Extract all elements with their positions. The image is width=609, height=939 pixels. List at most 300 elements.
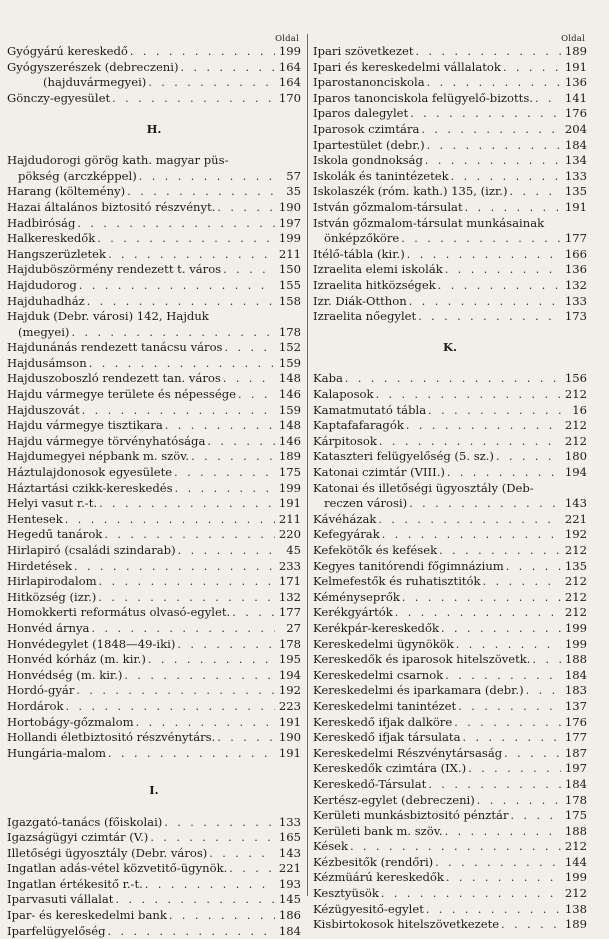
entry-text: Kézbesitők (rendőri) bbox=[313, 854, 434, 869]
entry-page-number: 177 bbox=[564, 730, 587, 745]
index-entry bbox=[313, 122, 587, 138]
index-entry bbox=[7, 247, 301, 263]
index-entry bbox=[313, 309, 587, 325]
entry-page-number: 191 bbox=[564, 59, 587, 74]
spacer bbox=[7, 799, 301, 815]
index-entry bbox=[7, 637, 301, 653]
dot-leader bbox=[99, 574, 275, 590]
entry-text: Hadbiróság bbox=[7, 215, 76, 230]
entry-text: Kereskedelmi Részvénytársaság bbox=[313, 745, 503, 760]
entry-text: Hajdu vármegye tisztikara bbox=[7, 418, 163, 433]
dot-leader bbox=[509, 184, 561, 200]
entry-page-number: 212 bbox=[564, 886, 587, 901]
entry-text: Hentesek bbox=[7, 511, 63, 526]
index-entry bbox=[313, 730, 587, 746]
entry-text: Hajdudorog bbox=[7, 277, 77, 292]
page-column-header: Oldal bbox=[275, 34, 299, 44]
dot-leader bbox=[108, 247, 275, 263]
section-letter-heading: K. bbox=[443, 340, 457, 355]
index-entry bbox=[313, 824, 587, 840]
entry-text: Kelmefestők és ruhatisztitók bbox=[313, 574, 481, 589]
entry-text: Kalaposok bbox=[313, 387, 374, 402]
entry-text: Kisbirtokosok hitelszövetkezete bbox=[313, 917, 500, 932]
dot-leader bbox=[381, 886, 561, 902]
dot-leader bbox=[503, 60, 561, 76]
dot-leader bbox=[164, 815, 275, 831]
entry-text: Ingatlan értékesitő r.-t. bbox=[7, 876, 143, 891]
entry-text: Iparosok czimtára bbox=[313, 121, 420, 136]
index-entry bbox=[7, 683, 301, 699]
entry-page-number: 156 bbox=[564, 371, 587, 386]
index-entry bbox=[7, 91, 301, 107]
entry-page-number: 132 bbox=[278, 589, 301, 604]
index-entry bbox=[313, 138, 587, 154]
entry-text: Hungária-malom bbox=[7, 745, 107, 760]
index-entry bbox=[313, 449, 587, 465]
dot-leader bbox=[178, 543, 275, 559]
index-entry bbox=[313, 91, 587, 107]
dot-leader bbox=[435, 855, 561, 871]
index-entry bbox=[313, 746, 587, 762]
index-entry bbox=[7, 496, 301, 512]
dot-leader bbox=[407, 247, 561, 263]
index-entry bbox=[7, 387, 301, 403]
dot-leader bbox=[104, 527, 275, 543]
dot-leader bbox=[445, 668, 561, 684]
entry-page-number: 148 bbox=[278, 418, 301, 433]
entry-text: Kéményseprők bbox=[313, 589, 400, 604]
entry-page-number: 221 bbox=[564, 511, 587, 526]
entry-page-number: 193 bbox=[278, 876, 301, 891]
dot-leader bbox=[65, 512, 275, 528]
index-entry bbox=[313, 574, 587, 590]
entry-page-number: 176 bbox=[564, 714, 587, 729]
entry-page-number: 135 bbox=[564, 558, 587, 573]
entry-text: Iparos dalegylet bbox=[313, 106, 409, 121]
index-entry bbox=[313, 870, 587, 886]
entry-text: Hitközség (izr.) bbox=[7, 589, 97, 604]
entry-page-number: 178 bbox=[278, 324, 301, 339]
entry-page-number: 199 bbox=[278, 480, 301, 495]
dot-leader bbox=[526, 683, 561, 699]
dot-leader bbox=[207, 434, 275, 450]
dot-leader bbox=[77, 216, 275, 232]
index-entry bbox=[7, 200, 301, 216]
entry-page-number: 171 bbox=[278, 574, 301, 589]
entry-page-number: 189 bbox=[564, 44, 587, 58]
entry-page-number: 141 bbox=[564, 90, 587, 105]
index-entry bbox=[7, 169, 301, 185]
index-entry bbox=[7, 418, 301, 434]
entry-page-number: 146 bbox=[278, 433, 301, 448]
entry-text: Iskolaszék (róm. kath.) 135, (izr.) bbox=[313, 184, 508, 199]
index-entry bbox=[7, 892, 301, 908]
entry-text: Kerékpár-kereskedők bbox=[313, 620, 439, 635]
dot-leader bbox=[376, 387, 561, 403]
entry-text: Hangszerüzletek bbox=[7, 246, 107, 261]
spacer bbox=[313, 356, 587, 372]
entry-text: Kereskedelmi és iparkamara (debr.) bbox=[313, 683, 524, 698]
index-entry bbox=[7, 590, 301, 606]
dot-leader bbox=[395, 605, 561, 621]
index-entry bbox=[313, 902, 587, 918]
index-entry bbox=[313, 808, 587, 824]
index-entry bbox=[7, 481, 301, 497]
dot-leader bbox=[150, 830, 275, 846]
entry-text: Gyógyszerészek (debreczeni) bbox=[7, 59, 179, 74]
entry-text: Halkereskedők bbox=[7, 231, 96, 246]
index-entry bbox=[7, 924, 301, 939]
index-entry bbox=[313, 839, 587, 855]
entry-text: Kézügyesitő-egylet bbox=[313, 901, 424, 916]
dot-leader bbox=[177, 637, 275, 653]
entry-page-number: 197 bbox=[564, 761, 587, 776]
entry-text: Katonai és illetőségi ügyosztály (Deb- bbox=[313, 480, 534, 495]
entry-text: Kegyes tanitórendi főgimnázium bbox=[313, 558, 504, 573]
index-entry bbox=[313, 621, 587, 637]
entry-text: Kaba bbox=[313, 371, 343, 386]
index-entry bbox=[7, 559, 301, 575]
entry-page-number: 223 bbox=[278, 698, 301, 713]
entry-text: reczen városi) bbox=[324, 496, 408, 511]
index-entry bbox=[313, 652, 587, 668]
dot-leader bbox=[501, 917, 561, 933]
entry-page-number: 159 bbox=[278, 355, 301, 370]
dot-leader bbox=[223, 262, 275, 278]
entry-text: Kerületi munkásbiztositó pénztár bbox=[313, 808, 509, 823]
index-entry bbox=[313, 184, 587, 200]
index-entry bbox=[313, 60, 587, 76]
index-entry bbox=[7, 668, 301, 684]
entry-text: Hajduk (Debr. városi) 142, Hajduk bbox=[7, 309, 209, 324]
entry-page-number: 194 bbox=[564, 465, 587, 480]
entry-page-number: 199 bbox=[564, 636, 587, 651]
entry-page-number: 189 bbox=[278, 449, 301, 464]
entry-text: Hajdu vármegye törvényhatósága bbox=[7, 433, 206, 448]
index-entry bbox=[313, 278, 587, 294]
dot-leader bbox=[174, 465, 275, 481]
entry-page-number: 188 bbox=[564, 823, 587, 838]
dot-leader bbox=[421, 122, 561, 138]
entry-text: Ipartestület (debr.) bbox=[313, 137, 425, 152]
entry-page-number: 133 bbox=[278, 814, 301, 829]
dot-leader bbox=[82, 403, 275, 419]
entry-text: Hollandi életbiztositó részvénytárs. bbox=[7, 730, 216, 745]
entry-text: Kertész-egylet (debreczeni) bbox=[313, 792, 475, 807]
dot-leader bbox=[130, 44, 275, 60]
entry-page-number: 212 bbox=[564, 574, 587, 589]
index-entry-line bbox=[7, 309, 301, 325]
dot-leader bbox=[535, 91, 561, 107]
index-entry bbox=[7, 278, 301, 294]
index-entry bbox=[313, 371, 587, 387]
section-letter-heading: H. bbox=[146, 121, 162, 136]
entry-page-number: 184 bbox=[564, 776, 587, 791]
index-entry bbox=[313, 387, 587, 403]
column-divider bbox=[307, 34, 308, 896]
entry-text: Hajdusámson bbox=[7, 355, 87, 370]
entry-page-number: 191 bbox=[278, 496, 301, 511]
index-entry bbox=[7, 621, 301, 637]
entry-text: Kesztyüsök bbox=[313, 886, 379, 901]
entry-text: Iparos tanonciskola felügyelő-bizotts. bbox=[313, 90, 533, 105]
index-entry bbox=[7, 340, 301, 356]
dot-leader bbox=[232, 605, 275, 621]
dot-leader bbox=[409, 294, 561, 310]
entry-text: Kereskedők czimtára (IX.) bbox=[313, 761, 467, 776]
entry-page-number: 189 bbox=[564, 917, 587, 932]
entry-page-number: 175 bbox=[564, 808, 587, 823]
dot-leader bbox=[71, 325, 275, 341]
entry-text: Harang (költemény) bbox=[7, 184, 126, 199]
dot-leader bbox=[451, 169, 561, 185]
index-entry bbox=[7, 574, 301, 590]
index-entry bbox=[313, 403, 587, 419]
index-entry bbox=[7, 543, 301, 559]
entry-page-number: 177 bbox=[278, 605, 301, 620]
entry-text: Háztulajdonosok egyesülete bbox=[7, 465, 173, 480]
index-entry bbox=[7, 371, 301, 387]
entry-page-number: 132 bbox=[564, 277, 587, 292]
entry-page-number: 146 bbox=[278, 387, 301, 402]
entry-page-number: 191 bbox=[564, 199, 587, 214]
entry-page-number: 135 bbox=[564, 184, 587, 199]
entry-text: Izraelita hitközségek bbox=[313, 277, 436, 292]
dot-leader bbox=[345, 371, 561, 387]
entry-page-number: 57 bbox=[286, 168, 301, 183]
entry-text: Hajduszovát bbox=[7, 402, 80, 417]
dot-leader bbox=[441, 621, 561, 637]
entry-page-number: 155 bbox=[278, 277, 301, 292]
entry-text: Katonai czimtár (VIII.) bbox=[313, 465, 445, 480]
index-entry bbox=[313, 793, 587, 809]
index-entry bbox=[7, 60, 301, 76]
entry-page-number: 136 bbox=[564, 75, 587, 90]
index-entry bbox=[7, 465, 301, 481]
entry-text: Kereskedelmi csarnok bbox=[313, 667, 444, 682]
entry-page-number: 187 bbox=[564, 745, 587, 760]
entry-text: (megyei) bbox=[18, 324, 70, 339]
entry-text: Kereskedelmi tanintézet bbox=[313, 698, 457, 713]
entry-text: István gőzmalom-társulat bbox=[313, 199, 463, 214]
entry-page-number: 199 bbox=[278, 44, 301, 58]
dot-leader bbox=[148, 75, 275, 91]
entry-text: Hazai általános biztositó részvényt. bbox=[7, 199, 216, 214]
dot-leader bbox=[98, 590, 275, 606]
entry-page-number: 186 bbox=[278, 908, 301, 923]
index-entry bbox=[7, 75, 301, 91]
entry-page-number: 212 bbox=[564, 605, 587, 620]
entry-text: Igazgató-tanács (főiskolai) bbox=[7, 814, 163, 829]
entry-text: Kések bbox=[313, 839, 349, 854]
entry-page-number: 212 bbox=[564, 387, 587, 402]
entry-page-number: 178 bbox=[564, 792, 587, 807]
entry-text: Iparfelügyelőség bbox=[7, 923, 106, 938]
entry-text: Hajduböszörmény rendezett t. város bbox=[7, 262, 222, 277]
entry-text: Gyógyárú kereskedő bbox=[7, 44, 128, 58]
index-entry bbox=[313, 200, 587, 216]
index-entry bbox=[313, 169, 587, 185]
dot-leader bbox=[446, 870, 561, 886]
entry-page-number: 220 bbox=[278, 527, 301, 542]
entry-text: Kamatmutató tábla bbox=[313, 402, 427, 417]
entry-page-number: 178 bbox=[278, 636, 301, 651]
entry-page-number: 175 bbox=[278, 465, 301, 480]
dot-leader bbox=[379, 434, 561, 450]
entry-page-number: 199 bbox=[564, 870, 587, 885]
dot-leader bbox=[402, 590, 561, 606]
dot-leader bbox=[145, 877, 275, 893]
entry-text: Izraelita elemi iskolák bbox=[313, 262, 443, 277]
entry-text: Ingatlan adás-vétel közvetitő-ügynök. bbox=[7, 861, 228, 876]
spacer bbox=[7, 138, 301, 154]
dot-leader bbox=[74, 559, 275, 575]
dot-leader bbox=[427, 138, 561, 154]
entry-text: Kataszteri felügyelőség (5. sz.) bbox=[313, 449, 494, 464]
dot-leader bbox=[225, 340, 275, 356]
dot-leader bbox=[115, 892, 275, 908]
dot-leader bbox=[112, 91, 275, 107]
entry-page-number: 211 bbox=[278, 511, 301, 526]
index-entry bbox=[7, 877, 301, 893]
dot-leader bbox=[418, 309, 561, 325]
entry-text: Kávéházak bbox=[313, 511, 377, 526]
section-letter-heading: I. bbox=[149, 783, 159, 798]
entry-page-number: 212 bbox=[564, 839, 587, 854]
dot-leader bbox=[139, 169, 275, 185]
entry-text: Hajdumegyei népbank m. szöv. bbox=[7, 449, 190, 464]
dot-leader bbox=[108, 746, 275, 762]
entry-text: Kereskedelmi ügynökök bbox=[313, 636, 454, 651]
entry-page-number: 150 bbox=[278, 262, 301, 277]
entry-page-number: 190 bbox=[278, 199, 301, 214]
entry-text: Kárpitosok bbox=[313, 433, 377, 448]
dot-leader bbox=[445, 824, 561, 840]
entry-text: Ipar- és kereskedelmi bank bbox=[7, 908, 167, 923]
entry-page-number: 184 bbox=[564, 137, 587, 152]
index-entry bbox=[7, 908, 301, 924]
entry-text: Kereskedő ifjak dalköre bbox=[313, 714, 453, 729]
index-entry bbox=[313, 699, 587, 715]
index-entry-line bbox=[7, 153, 301, 169]
index-entry bbox=[7, 262, 301, 278]
dot-leader bbox=[148, 652, 275, 668]
entry-page-number: 184 bbox=[564, 667, 587, 682]
index-entry bbox=[313, 496, 587, 512]
dot-leader bbox=[79, 278, 275, 294]
index-entry bbox=[313, 543, 587, 559]
index-entry bbox=[313, 434, 587, 450]
dot-leader bbox=[238, 387, 275, 403]
index-entry bbox=[313, 465, 587, 481]
entry-page-number: 159 bbox=[278, 402, 301, 417]
entry-page-number: 164 bbox=[278, 59, 301, 74]
dot-leader bbox=[456, 637, 561, 653]
dot-leader bbox=[91, 621, 275, 637]
dot-leader bbox=[428, 403, 561, 419]
entry-page-number: 133 bbox=[564, 168, 587, 183]
dot-leader bbox=[468, 761, 561, 777]
entry-page-number: 176 bbox=[564, 106, 587, 121]
index-entry bbox=[7, 715, 301, 731]
dot-leader bbox=[136, 715, 275, 731]
dot-leader bbox=[97, 231, 275, 247]
entry-page-number: 136 bbox=[564, 262, 587, 277]
index-entry bbox=[7, 216, 301, 232]
entry-text: (hajduvármegyei) bbox=[43, 75, 147, 90]
dot-leader bbox=[533, 652, 562, 668]
dot-leader bbox=[382, 527, 561, 543]
dot-leader bbox=[447, 465, 561, 481]
entry-text: Hajduhadház bbox=[7, 293, 85, 308]
index-entry bbox=[313, 590, 587, 606]
dot-leader bbox=[445, 262, 561, 278]
entry-page-number: 195 bbox=[278, 652, 301, 667]
index-entry bbox=[7, 44, 301, 60]
entry-text: Hajdudorogi görög kath. magyar püs- bbox=[7, 153, 229, 168]
dot-leader bbox=[87, 294, 275, 310]
entry-page-number: 177 bbox=[564, 231, 587, 246]
entry-page-number: 188 bbox=[564, 652, 587, 667]
dot-leader bbox=[428, 777, 561, 793]
index-entry bbox=[313, 527, 587, 543]
dot-leader bbox=[438, 278, 561, 294]
entry-text: Kefekötők és kefések bbox=[313, 543, 438, 557]
index-entry bbox=[313, 761, 587, 777]
index-entry bbox=[313, 231, 587, 247]
index-entry bbox=[313, 886, 587, 902]
entry-text: Izr. Diák-Otthon bbox=[313, 293, 407, 308]
index-entry bbox=[313, 418, 587, 434]
dot-leader bbox=[89, 356, 275, 372]
entry-page-number: 211 bbox=[278, 246, 301, 261]
index-entry bbox=[313, 106, 587, 122]
index-entry bbox=[313, 917, 587, 933]
index-entry bbox=[313, 153, 587, 169]
entry-page-number: 138 bbox=[564, 901, 587, 916]
dot-leader bbox=[378, 512, 561, 528]
index-entry bbox=[313, 559, 587, 575]
dot-leader bbox=[465, 200, 561, 216]
entry-text: István gőzmalom-társulat munkásainak bbox=[313, 215, 545, 230]
spacer bbox=[313, 325, 587, 341]
entry-text: Iskolák és tanintézetek bbox=[313, 168, 449, 183]
entry-page-number: 191 bbox=[278, 714, 301, 729]
index-entry bbox=[7, 512, 301, 528]
dot-leader bbox=[410, 106, 561, 122]
entry-page-number: 192 bbox=[564, 527, 587, 542]
entry-text: Kereskedők és iparosok hitelszövetk. bbox=[313, 652, 531, 667]
entry-page-number: 35 bbox=[286, 184, 301, 199]
index-entry bbox=[7, 184, 301, 200]
entry-text: Gönczy-egyesület bbox=[7, 90, 111, 105]
entry-page-number: 145 bbox=[278, 892, 301, 907]
index-entry-line bbox=[313, 481, 587, 497]
entry-text: Kefegyárak bbox=[313, 527, 380, 542]
entry-page-number: 165 bbox=[278, 830, 301, 845]
entry-text: pökség (arczképpel) bbox=[18, 168, 137, 183]
dot-leader bbox=[127, 184, 275, 200]
entry-text: Igazságügyi czimtár (V.) bbox=[7, 830, 149, 845]
entry-page-number: 192 bbox=[278, 683, 301, 698]
dot-leader bbox=[181, 60, 275, 76]
dot-leader bbox=[401, 231, 561, 247]
dot-leader bbox=[76, 683, 275, 699]
dot-leader bbox=[415, 44, 561, 60]
right-index-column bbox=[313, 34, 587, 933]
entry-page-number: 212 bbox=[564, 418, 587, 433]
entry-text: Hegedű tanárok bbox=[7, 527, 103, 542]
